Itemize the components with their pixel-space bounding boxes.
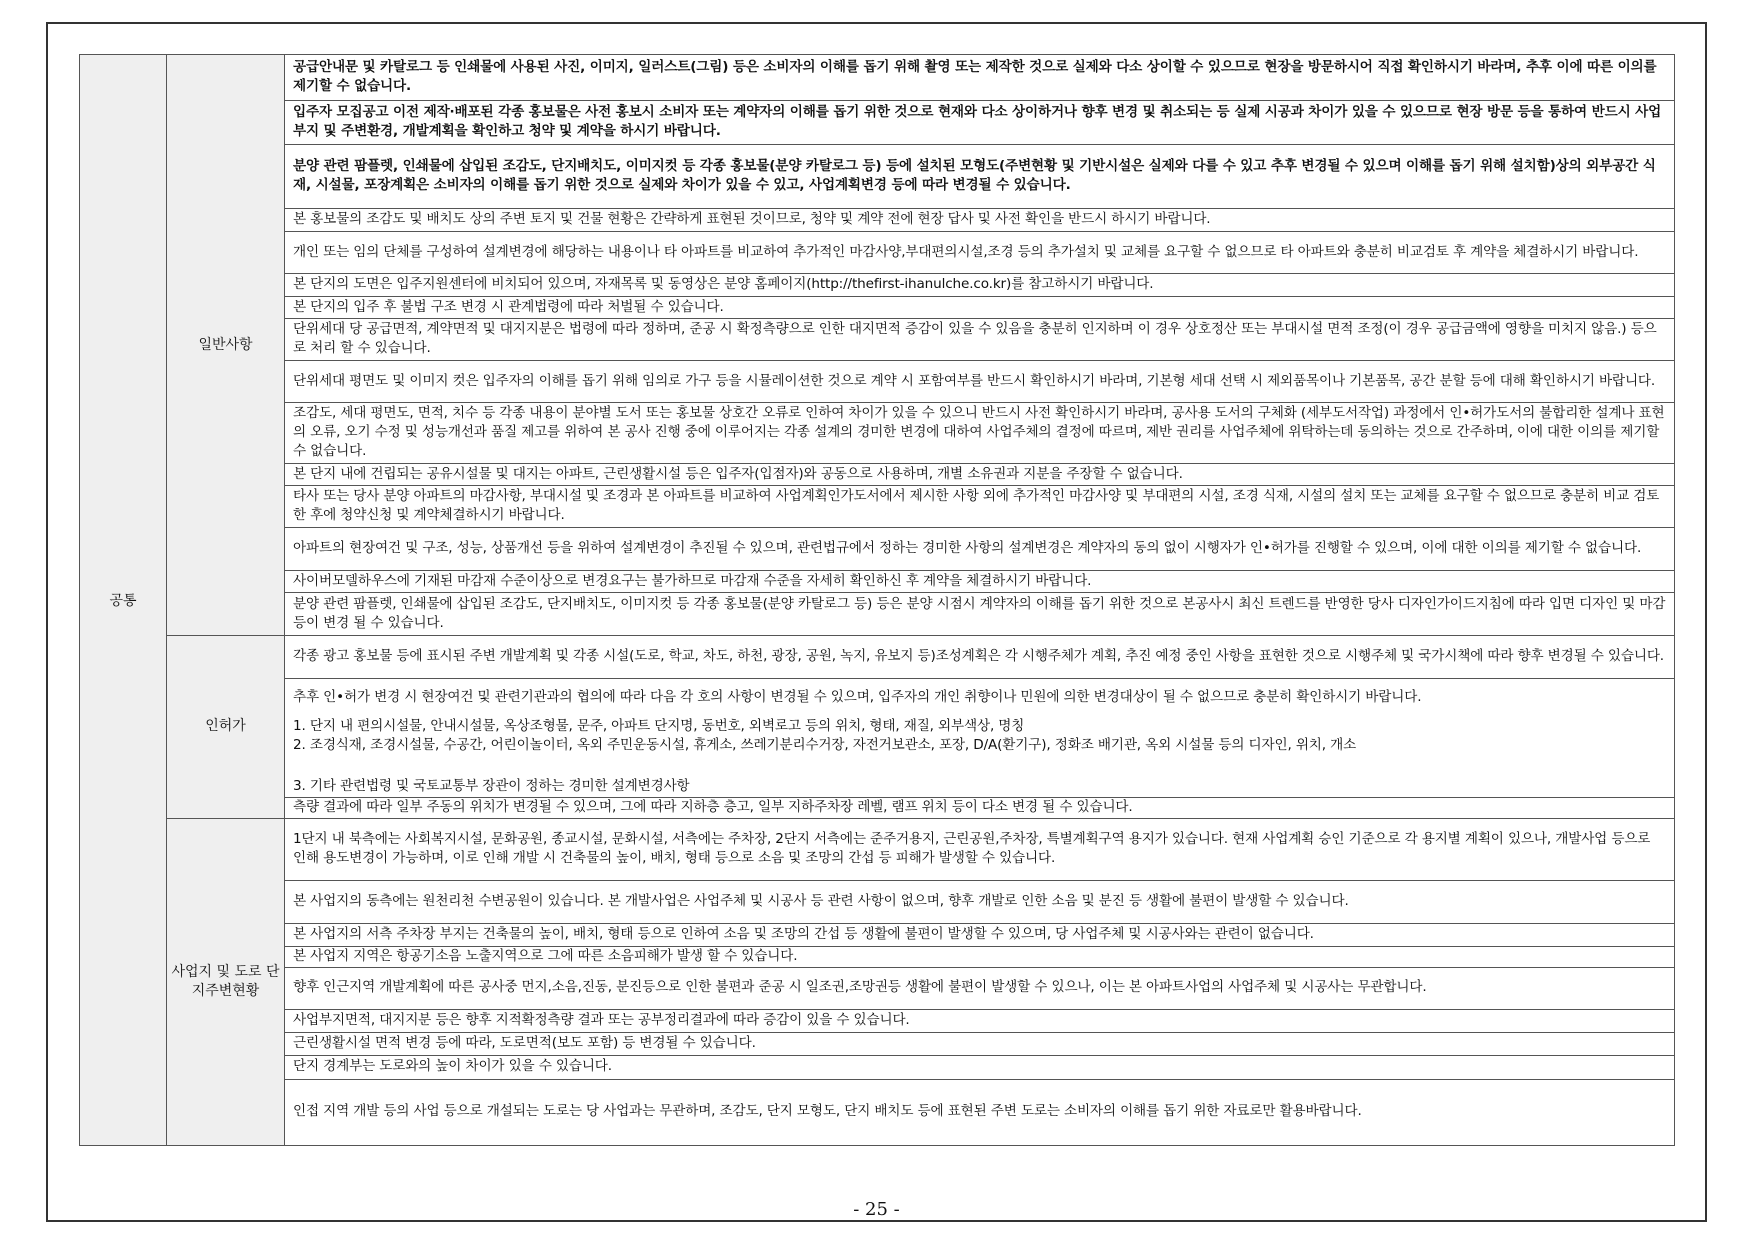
notice-table xyxy=(79,54,1675,1146)
list-item: 2. 조경식재, 조경시설물, 수공간, 어린이놀이터, 옥외 주민운동시설, 휴게소, 쓰레기분리수거장, 자전거보관소, 포장, D/A(환기구), 정화조 배기관, 옥외 시설물 등의 디자인, 위치, 개소 xyxy=(293,736,1357,753)
table-row xyxy=(80,274,1675,297)
notice-item: 공급안내문 및 카탈로그 등 인쇄물에 사용된 사진, 이미지, 일러스트(그림) 등은 소비자의 이해를 돕기 위해 촬영 또는 제작한 것으로 실제와 다소 상이할 수 있으므로 현장을 방문하시어 직접 확인하시기 바라며, 추후 이에 따른 이의를 제기할 수 없습니다. xyxy=(285,55,1675,101)
section-title-general: 일반사항 xyxy=(167,55,285,636)
notice-item: 입주자 모집공고 이전 제작·배포된 각종 홍보물은 사전 홍보시 소비자 또는 계약자의 이해를 돕기 위한 것으로 현재와 다소 상이하거나 향후 변경 및 취소되는 등 실제 시공과 차이가 있을 수 있으므로 현장 방문 등을 통하여 반드시 사업부지 및 주변환경, 개발계획을 확인하고 청약 및 계약을 하시기 바랍니다. xyxy=(285,101,1675,145)
table-row xyxy=(80,528,1675,571)
table-row xyxy=(80,55,1675,101)
table-row xyxy=(80,1032,1675,1055)
notice-item: 인접 지역 개발 등의 사업 등으로 개설되는 도로는 당 사업과는 무관하며, 조감도, 단지 모형도, 단지 배치도 등에 표현된 주변 도로는 소비자의 이해를 돕기 위한 자료로만 활용바랍니다. xyxy=(285,1079,1675,1145)
notice-item: 근린생활시설 면적 변경 등에 따라, 도로면적(보도 포함) 등 변경될 수 있습니다. xyxy=(285,1032,1675,1055)
table-row xyxy=(80,101,1675,145)
table-row xyxy=(80,1079,1675,1145)
table-row xyxy=(80,486,1675,528)
table-row xyxy=(80,593,1675,636)
notice-item: 각종 광고 홍보물 등에 표시된 주변 개발계획 및 각종 시설(도로, 학교, 차도, 하천, 광장, 공원, 녹지, 유보지 등)조성계획은 각 시행주체가 계획, 추진 예정 중인 사항을 표현한 것으로 시행주체 및 국가시책에 따라 향후 변경될 수 있습니다. xyxy=(285,636,1675,679)
notice-item: 본 단지의 도면은 입주지원센터에 비치되어 있으며, 자재목록 및 동영상은 분양 홈페이지(http://thefirst-ihanulche.co.kr)를 참고하시기 바랍니다. xyxy=(285,274,1675,297)
notice-item: 아파트의 현장여건 및 구조, 성능, 상품개선 등을 위하여 설계변경이 추진될 수 있으며, 관련법규에서 정하는 경미한 사항의 설계변경은 계약자의 동의 없이 시행자가 인•허가를 진행할 수 있으며, 이에 대한 이의를 제기할 수 없습니다. xyxy=(285,528,1675,571)
section-title-permit: 인허가 xyxy=(167,636,285,819)
notice-item: 분양 관련 팜플렛, 인쇄물에 삽입된 조감도, 단지배치도, 이미지컷 등 각종 홍보물(분양 카탈로그 등) 등은 분양 시점시 계약자의 이해를 돕기 위한 것으로 본공사시 최신 트렌드를 반영한 당사 디자인가이드지침에 따라 입면 디자인 및 마감 등이 변경 될 수 있습니다. xyxy=(285,593,1675,636)
table-row xyxy=(80,923,1675,946)
list-item: 1. 단지 내 편의시설물, 안내시설물, 옥상조형물, 문주, 아파트 단지명, 동번호, 외벽로고 등의 위치, 형태, 재질, 외부색상, 명칭 xyxy=(293,717,1025,734)
category-cell: 공통 xyxy=(80,55,167,1146)
list-item: 3. 기타 관련법령 및 국토교통부 장관이 정하는 경미한 설계변경사항 xyxy=(293,777,690,794)
notice-item: 향후 인근지역 개발계획에 따른 공사중 먼지,소음,진동, 분진등으로 인한 불편과 준공 시 일조권,조망권등 생활에 불편이 발생할 수 있으나, 이는 본 아파트사업의 사업주체 및 시공사는 무관합니다. xyxy=(285,967,1675,1009)
table-row xyxy=(80,797,1675,818)
notice-item: 조감도, 세대 평면도, 면적, 치수 등 각종 내용이 분야별 도서 또는 홍보물 상호간 오류로 인하여 차이가 있을 수 있으니 반드시 사전 확인하시기 바라며, 공사용 도서의 구체화 (세부도서작업) 과정에서 인•허가도서의 불합리한 설계나 표현의 오류, 오기 수정 및 성능개선과 품질 제고를 위하여 본 공사 진행 중에 이루어지는 각종 설계의 경미한 변경에 대하여 사업주체의 결정에 따르며, 제반 권리를 사업주체에 위탁하는데 동의하는 것으로 간주하며, 이에 대한 이의를 제기할 수 없습니다. xyxy=(285,403,1675,464)
notice-item: 추후 인•허가 변경 시 현장여건 및 관련기관과의 협의에 따라 다음 각 호의 사항이 변경될 수 있으며, 입주자의 개인 취향이나 민원에 의한 변경대상이 될 수 없으므로 충분히 확인하시기 바랍니다. xyxy=(285,679,1675,717)
table-row xyxy=(80,1055,1675,1079)
notice-item: 사이버모델하우스에 기재된 마감재 수준이상으로 변경요구는 불가하므로 마감재 수준을 자세히 확인하신 후 계약을 체결하시기 바랍니다. xyxy=(285,571,1675,593)
table-row xyxy=(80,209,1675,232)
notice-item: 본 단지의 입주 후 불법 구조 변경 시 관계법령에 따라 처벌될 수 있습니다. xyxy=(285,297,1675,319)
table-row xyxy=(80,818,1675,880)
table-row xyxy=(80,361,1675,403)
notice-item: 본 사업지 지역은 항공기소음 노출지역으로 그에 따른 소음피해가 발생 할 수 있습니다. xyxy=(285,946,1675,967)
notice-item: 본 홍보물의 조감도 및 배치도 상의 주변 토지 및 건물 현황은 간략하게 표현된 것이므로, 청약 및 계약 전에 현장 답사 및 사전 확인을 반드시 하시기 바랍니다. xyxy=(285,209,1675,232)
table-row xyxy=(80,777,1675,798)
table-row xyxy=(80,571,1675,593)
notice-item: 본 사업지의 동측에는 원천리천 수변공원이 있습니다. 본 개발사업은 사업주체 및 시공사 등 관련 사항이 없으며, 향후 개발로 인한 소음 및 분진 등 생활에 불편이 발생할 수 있습니다. xyxy=(285,880,1675,923)
table-row xyxy=(80,1009,1675,1032)
table-row xyxy=(80,967,1675,1009)
notice-item: 본 단지 내에 건립되는 공유시설물 및 대지는 아파트, 근린생활시설 등은 입주자(입점자)와 공동으로 사용하며, 개별 소유권과 지분을 주장할 수 없습니다. xyxy=(285,464,1675,486)
table-row xyxy=(80,636,1675,679)
notice-item: 본 사업지의 서측 주차장 부지는 건축물의 높이, 배치, 형태 등으로 인하여 소음 및 조망의 간섭 등 생활에 불편이 발생할 수 있으며, 당 사업주체 및 시공사와는 관련이 없습니다. xyxy=(285,923,1675,946)
table-row xyxy=(80,319,1675,361)
notice-item: 1단지 내 북측에는 사회복지시설, 문화공원, 종교시설, 문화시설, 서측에는 주차장, 2단지 서측에는 준주거용지, 근린공원,주차장, 특별계획구역 용지가 있습니다. 현재 사업계획 승인 기준으로 각 용지별 계획이 있으나, 개발사업 등으로 인해 용도변경이 가능하며, 이로 인해 개발 시 건축물의 높이, 배치, 형태 등으로 소음 및 조망의 간섭 등 피해가 발생할 수 있습니다. xyxy=(285,818,1675,880)
notice-sub-list xyxy=(285,717,1675,777)
section-title-surroundings: 사업지 및 도로 단지주변현황 xyxy=(167,818,285,1145)
page-number: - 25 - xyxy=(853,1199,900,1220)
table-row xyxy=(80,717,1675,777)
notice-item: 사업부지면적, 대지지분 등은 향후 지적확정측량 결과 또는 공부정리결과에 따라 증감이 있을 수 있습니다. xyxy=(285,1009,1675,1032)
notice-item: 분양 관련 팜플렛, 인쇄물에 삽입된 조감도, 단지배치도, 이미지컷 등 각종 홍보물(분양 카탈로그 등) 등에 설치된 모형도(주변현황 및 기반시설은 실제와 다를 수 있고 추후 변경될 수 있으며 이해를 돕기 위해 설치함)상의 외부공간 식재, 시설물, 포장계획은 소비자의 이해를 돕기 위한 것으로 실제와 차이가 있을 수 있고, 사업계획변경 등에 따라 변경될 수 있습니다. xyxy=(285,145,1675,209)
table-row xyxy=(80,403,1675,464)
notice-sub-list xyxy=(285,777,1675,798)
table-row xyxy=(80,297,1675,319)
table-row xyxy=(80,679,1675,717)
table-row xyxy=(80,232,1675,274)
table-row xyxy=(80,946,1675,967)
notice-item: 단지 경계부는 도로와의 높이 차이가 있을 수 있습니다. xyxy=(285,1055,1675,1079)
notice-item: 개인 또는 임의 단체를 구성하여 설계변경에 해당하는 내용이나 타 아파트를 비교하여 추가적인 마감사양,부대편의시설,조경 등의 추가설치 및 교체를 요구할 수 없으므로 타 아파트와 충분히 비교검토 후 계약을 체결하시기 바랍니다. xyxy=(285,232,1675,274)
notice-item: 측량 결과에 따라 일부 주동의 위치가 변경될 수 있으며, 그에 따라 지하층 층고, 일부 지하주차장 레벨, 램프 위치 등이 다소 변경 될 수 있습니다. xyxy=(285,797,1675,818)
notice-item: 타사 또는 당사 분양 아파트의 마감사항, 부대시설 및 조경과 본 아파트를 비교하여 사업계획인가도서에서 제시한 사항 외에 추가적인 마감사양 및 부대편의 시설, 조경 식재, 시설의 설치 또는 교체를 요구할 수 없으므로 충분히 비교 검토한 후에 청약신청 및 계약체결하시기 바랍니다. xyxy=(285,486,1675,528)
table-row xyxy=(80,464,1675,486)
table-row xyxy=(80,145,1675,209)
table-row xyxy=(80,880,1675,923)
notice-item: 단위세대 당 공급면적, 계약면적 및 대지지분은 법령에 따라 정하며, 준공 시 확정측량으로 인한 대지면적 증감이 있을 수 있음을 충분히 인지하며 이 경우 상호정산 또는 부대시설 면적 조정(이 경우 공급금액에 영향을 미치지 않음.) 등으로 처리 할 수 있습니다. xyxy=(285,319,1675,361)
notice-item: 단위세대 평면도 및 이미지 컷은 입주자의 이해를 돕기 위해 임의로 가구 등을 시뮬레이션한 것으로 계약 시 포함여부를 반드시 확인하시기 바라며, 기본형 세대 선택 시 제외품목이나 기본품목, 공간 분할 등에 대해 확인하시기 바랍니다. xyxy=(285,361,1675,403)
